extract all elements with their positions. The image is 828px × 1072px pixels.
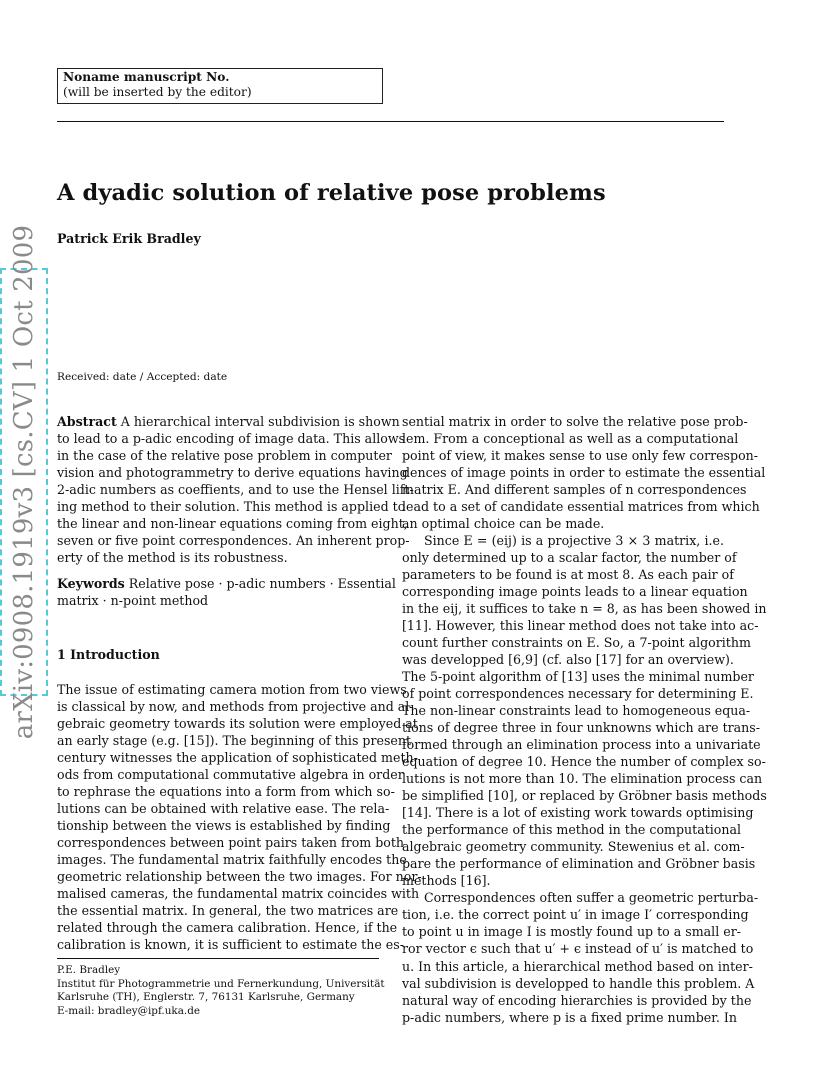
received-line: Received: date / Accepted: date xyxy=(57,371,228,383)
body-line: was developped [6,9] (cf. also [17] for an overview). xyxy=(402,652,734,668)
body-line: dences of image points in order to estimate the essential xyxy=(402,465,766,481)
footnote-email: E-mail: bradley@ipf.uka.de xyxy=(57,1004,201,1017)
body-line: equation of degree 10. Hence the number of complex so- xyxy=(402,754,766,770)
body-line: [11]. However, this linear method does not take into ac- xyxy=(402,618,759,634)
body-line: the performance of this method in the computational xyxy=(402,822,742,838)
abstract xyxy=(57,413,414,566)
author-affiliation-footnote xyxy=(57,964,385,1018)
intro-line: geometric relationship between the two images. For nor- xyxy=(57,869,422,885)
body-line: matrix E. And different samples of n correspondences xyxy=(402,482,747,498)
keywords-line: Relative pose · p-adic numbers · Essential xyxy=(124,576,396,591)
body-line: formed through an elimination process into a univariate xyxy=(402,737,761,753)
introduction-body xyxy=(57,681,422,953)
body-line: u. In this article, a hierarchical method based on inter- xyxy=(402,958,753,974)
body-line: sential matrix in order to solve the relative pose prob- xyxy=(402,414,748,429)
keywords-line: matrix · n-point method xyxy=(57,593,209,609)
abstract-line: seven or five point correspondences. An inherent prop- xyxy=(57,533,410,549)
body-line: p-adic numbers, where p is a fixed prime number. In xyxy=(402,1009,737,1025)
body-line: pare the performance of elimination and Gröbner basis xyxy=(402,856,756,872)
body-line: [14]. There is a lot of existing work towards optimising xyxy=(402,805,754,821)
intro-line: tionship between the views is established by finding xyxy=(57,818,391,834)
intro-line: century witnesses the application of sophisticated meth- xyxy=(57,750,418,766)
abstract-line: erty of the method is its robustness. xyxy=(57,550,288,566)
body-line: an optimal choice can be made. xyxy=(402,516,605,532)
intro-line: malised cameras, the fundamental matrix coincides with xyxy=(57,886,420,902)
abstract-line: in the case of the relative pose problem in computer xyxy=(57,448,392,464)
intro-line: gebraic geometry towards its solution were employed at xyxy=(57,716,418,732)
abstract-line: to lead to a p-adic encoding of image data. This allows xyxy=(57,431,406,447)
body-line: be simplified [10], or replaced by Gröbner basis methods xyxy=(402,788,767,804)
body-line: parameters to be found is at most 8. As each pair of xyxy=(402,567,734,583)
abstract-line: 2-adic numbers as coeffients, and to use the Hensel lift- xyxy=(57,482,414,498)
right-column-body xyxy=(402,413,767,1026)
intro-line: related through the camera calibration. Hence, if the xyxy=(57,920,398,936)
abstract-line: the linear and non-linear equations coming from eight, xyxy=(57,516,408,532)
footnote-line: Karlsruhe (TH), Englerstr. 7, 76131 Karlsruhe, Germany xyxy=(57,991,355,1004)
manuscript-number: Noname manuscript No. xyxy=(63,70,230,84)
body-line: tion, i.e. the correct point u′ in image I′ corresponding xyxy=(402,907,749,923)
manuscript-header-box xyxy=(57,68,383,104)
keywords-label: Keywords xyxy=(57,576,125,591)
body-line: The non-linear constraints lead to homogeneous equa- xyxy=(402,703,751,719)
intro-line: to rephrase the equations into a form from which so- xyxy=(57,784,395,800)
title-rule xyxy=(57,121,724,122)
footnote-line: P.E. Bradley xyxy=(57,964,121,976)
arxiv-stamp xyxy=(0,224,48,740)
body-line: The 5-point algorithm of [13] uses the minimal number xyxy=(402,669,754,685)
intro-line: an early stage (e.g. [15]). The beginning of this present xyxy=(57,733,412,749)
body-line: lutions is not more than 10. The elimination process can xyxy=(402,771,763,787)
body-line: lem. From a conceptional as well as a computational xyxy=(402,431,739,447)
abstract-line: ing method to their solution. This method is applied to xyxy=(57,499,406,515)
editor-note: (will be inserted by the editor) xyxy=(63,85,252,99)
body-line: natural way of encoding hierarchies is provided by the xyxy=(402,992,752,1008)
paper-title: A dyadic solution of relative pose problems xyxy=(57,180,606,206)
intro-line: is classical by now, and methods from projective and al- xyxy=(57,699,414,715)
author-name: Patrick Erik Bradley xyxy=(57,231,201,246)
footnote-rule xyxy=(57,958,379,959)
body-line: point of view, it makes sense to use only few correspon- xyxy=(402,448,759,464)
footnote-line: Institut für Photogrammetrie und Fernerkundung, Universität xyxy=(57,977,385,990)
body-line: lead to a set of candidate essential matrices from which xyxy=(402,499,760,515)
body-line: tions of degree three in four unknowns which are trans- xyxy=(402,720,761,736)
intro-line: the essential matrix. In general, the two matrices are xyxy=(57,903,399,919)
intro-line: images. The fundamental matrix faithfully encodes the xyxy=(57,852,407,868)
body-line: of point correspondences necessary for determining E. xyxy=(402,686,754,702)
arxiv-identifier: arXiv:0908.1919v3 [cs.CV] 1 Oct 2009 xyxy=(9,224,39,740)
intro-line: calibration is known, it is sufficient to estimate the es- xyxy=(57,937,404,953)
body-line: only determined up to a scalar factor, the number of xyxy=(402,550,737,566)
body-line: ror vector ϵ such that u′ + ϵ instead of u′ is matched to xyxy=(402,941,754,957)
abstract-line: vision and photogrammetry to derive equations having xyxy=(57,465,408,481)
body-line: algebraic geometry community. Stewenius et al. com- xyxy=(402,839,745,855)
body-line: methods [16]. xyxy=(402,873,491,889)
intro-line: The issue of estimating camera motion from two views xyxy=(57,682,407,697)
body-line: Since E = (eij) is a projective 3 × 3 matrix, i.e. xyxy=(424,533,724,549)
body-line: val subdivision is developped to handle this problem. A xyxy=(402,975,755,991)
body-line: Correspondences often suffer a geometric perturba- xyxy=(424,890,759,906)
intro-line: ods from computational commutative algebra in order xyxy=(57,767,404,783)
intro-line: lutions can be obtained with relative ease. The rela- xyxy=(57,801,390,817)
body-line: to point u in image I is mostly found up to a small er- xyxy=(402,924,741,940)
body-line: corresponding image points leads to a linear equation xyxy=(402,584,748,600)
abstract-line: A hierarchical interval subdivision is shown xyxy=(116,414,400,429)
abstract-label: Abstract xyxy=(57,414,117,429)
intro-line: correspondences between point pairs taken from both xyxy=(57,835,405,851)
body-line: in the eij, it suffices to take n = 8, as has been showed in xyxy=(402,601,767,617)
body-line: count further constraints on E. So, a 7-point algorithm xyxy=(402,635,751,651)
keywords xyxy=(57,575,396,609)
section-heading-introduction: 1 Introduction xyxy=(57,647,160,662)
